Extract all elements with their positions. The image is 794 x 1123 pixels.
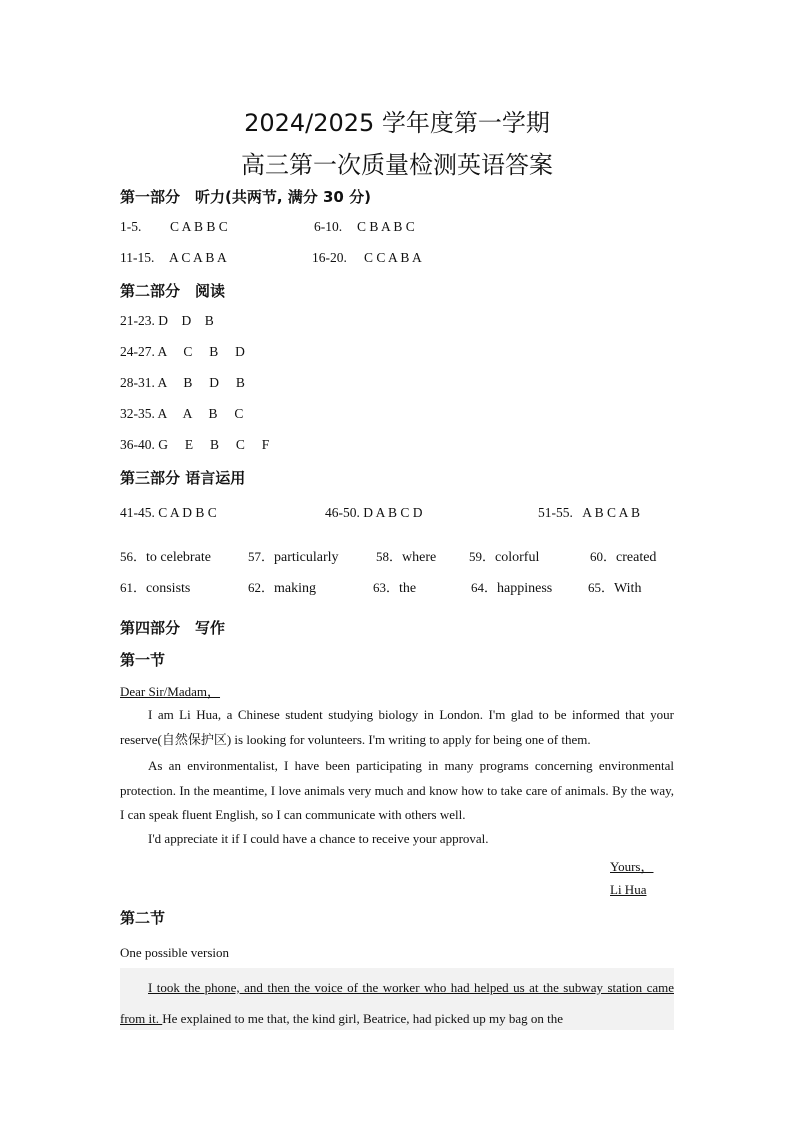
page-title-line2: 高三第一次质量检测英语答案 (241, 151, 553, 179)
passage-underlined-sentence: I took the phone, and then the voice of the worker who had helped us at the subway station came from it. (120, 980, 674, 1026)
letter-signature: Li Hua (610, 882, 647, 897)
fill-answer: 57．particularly (248, 549, 339, 565)
part4-heading: 第四部分 写作 (120, 619, 226, 637)
fill-answer: 62．making (248, 580, 317, 596)
part1-range: 6-10. (314, 219, 343, 234)
letter-closing: Yours， (610, 859, 654, 874)
part2-heading: 第二部分 阅读 (120, 282, 226, 300)
part2-row: 28-31. A B D B (120, 375, 245, 390)
fill-answer: 64．happiness (471, 580, 553, 596)
part2-row: 24-27. A C B D (120, 344, 245, 359)
part3-mc-answers: 51-55. A B C A B (538, 505, 641, 520)
part2-row: 21-23. D D B (120, 313, 214, 328)
part3-heading: 第三部分 语言运用 (120, 469, 246, 487)
section2-passage (120, 972, 674, 1034)
part1-answers: A C A B A (169, 250, 227, 265)
letter-salutation: Dear Sir/Madam， (120, 684, 221, 699)
part1-range: 11-15. (120, 250, 155, 265)
part1-heading: 第一部分 听力(共两节, 满分 30 分) (120, 188, 371, 206)
fill-answer: 60．created (590, 549, 657, 565)
part1-range: 16-20. (312, 250, 347, 265)
passage-continuation: He explained to me that, the kind girl, Beatrice, had picked up my bag on the (162, 1011, 563, 1026)
part1-answers: C A B B C (170, 219, 228, 234)
part2-row: 36-40. G E B C F (120, 437, 270, 452)
section1-heading: 第一节 (120, 651, 166, 669)
fill-answer: 63．the (373, 580, 417, 596)
part1-range: 1-5. (120, 219, 142, 234)
section2-heading: 第二节 (120, 909, 166, 927)
fill-answer: 59．colorful (469, 549, 540, 565)
part1-answers: C C A B A (364, 250, 422, 265)
fill-answer: 65．With (588, 580, 642, 596)
fill-answer: 56．to celebrate (120, 549, 211, 565)
letter-paragraph-2: As an environmentalist, I have been participating in many programs concerning environmental protection. In the meantime, I love animals very much and know how to take care of animals. By the way, I can speak fluent English, so I can communicate with others well. (120, 758, 674, 822)
letter-paragraph-1: I am Li Hua, a Chinese student studying biology in London. I'm glad to be informed that your reserve(自然保护区) is looking for volunteers. I'm writing to apply for being one of them. (120, 707, 674, 747)
letter-paragraph-3: I'd appreciate it if I could have a chance to receive your approval. (148, 831, 489, 846)
part3-mc-answers: 46-50. D A B C D (325, 505, 423, 520)
fill-answer: 61．consists (120, 580, 191, 596)
part2-row: 32-35. A A B C (120, 406, 244, 421)
fill-answer: 58．where (376, 549, 437, 565)
section2-intro: One possible version (120, 945, 230, 960)
page-title-line1: 2024/2025 学年度第一学期 (244, 109, 550, 137)
part3-mc-answers: 41-45. C A D B C (120, 505, 217, 520)
part1-answers: C B A B C (357, 219, 415, 234)
